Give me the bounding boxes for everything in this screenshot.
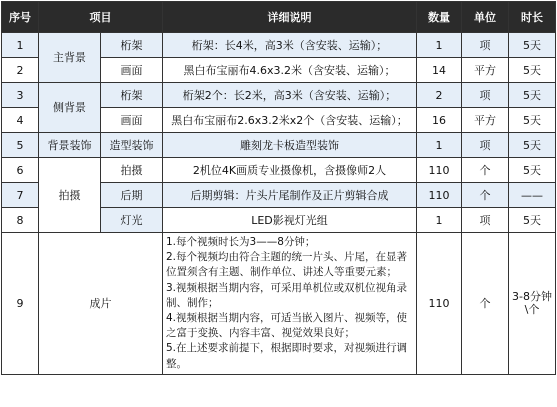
detail-line: 5.在上述要求前提下，根据即时要求，对视频进行调整。 bbox=[166, 342, 408, 370]
cell-detail: 2机位4K画质专业摄像机，含摄像师2人 bbox=[163, 158, 417, 183]
cell-no: 2 bbox=[2, 58, 39, 83]
table-row bbox=[2, 83, 556, 108]
table-row bbox=[2, 233, 556, 375]
cell-category: 拍摄 bbox=[39, 158, 101, 233]
cell-duration: —— bbox=[509, 183, 556, 208]
cell-duration: 5天 bbox=[509, 133, 556, 158]
cell-detail: 黑白布宝丽布4.6x3.2米（含安装、运输）； bbox=[163, 58, 417, 83]
cell-qty: 1 bbox=[417, 208, 462, 233]
cell-qty: 1 bbox=[417, 33, 462, 58]
cell-qty: 16 bbox=[417, 108, 462, 133]
cell-no: 7 bbox=[2, 183, 39, 208]
cell-no: 8 bbox=[2, 208, 39, 233]
cell-qty: 14 bbox=[417, 58, 462, 83]
cell-duration: 5天 bbox=[509, 108, 556, 133]
header-row bbox=[2, 2, 556, 33]
header-duration: 时长 bbox=[509, 2, 556, 33]
table-row bbox=[2, 158, 556, 183]
cell-detail: 后期剪辑：片头片尾制作及正片剪辑合成 bbox=[163, 183, 417, 208]
cell-qty: 110 bbox=[417, 233, 462, 375]
cell-detail: 桁架：长4米，高3米（含安装、运输）； bbox=[163, 33, 417, 58]
cell-sub: 灯光 bbox=[101, 208, 163, 233]
cell-duration: 5天 bbox=[509, 83, 556, 108]
cell-sub: 拍摄 bbox=[101, 158, 163, 183]
detail-line: 1.每个视频时长为3——8分钟； bbox=[166, 236, 316, 248]
cell-detail: 雕刻龙卡板造型装饰 bbox=[163, 133, 417, 158]
cell-unit: 项 bbox=[462, 133, 509, 158]
cell-duration: 5天 bbox=[509, 158, 556, 183]
cell-unit: 项 bbox=[462, 83, 509, 108]
cell-no: 5 bbox=[2, 133, 39, 158]
cell-qty: 110 bbox=[417, 183, 462, 208]
cell-unit: 个 bbox=[462, 158, 509, 183]
cell-no: 4 bbox=[2, 108, 39, 133]
cell-detail: 黑白布宝丽布2.6x3.2米x2个（含安装、运输）； bbox=[163, 108, 417, 133]
cell-category: 侧背景 bbox=[39, 83, 101, 133]
cell-no: 6 bbox=[2, 158, 39, 183]
header-detail: 详细说明 bbox=[163, 2, 417, 33]
spec-table bbox=[1, 1, 556, 375]
cell-no: 3 bbox=[2, 83, 39, 108]
cell-no: 9 bbox=[2, 233, 39, 375]
cell-unit: 个 bbox=[462, 233, 509, 375]
cell-sub: 桁架 bbox=[101, 33, 163, 58]
detail-line: 3.视频根据当期内容，可采用单机位或双机位视角录制、制作； bbox=[166, 281, 408, 309]
cell-sub: 画面 bbox=[101, 58, 163, 83]
cell-detail: LED影视灯光组 bbox=[163, 208, 417, 233]
table-row bbox=[2, 133, 556, 158]
header-no: 序号 bbox=[2, 2, 39, 33]
table-row bbox=[2, 33, 556, 58]
cell-sub: 画面 bbox=[101, 108, 163, 133]
cell-qty: 2 bbox=[417, 83, 462, 108]
cell-sub: 造型装饰 bbox=[101, 133, 163, 158]
cell-detail: 桁架2个：长2米，高3米（含安装、运输）； bbox=[163, 83, 417, 108]
cell-unit: 平方 bbox=[462, 108, 509, 133]
header-qty: 数量 bbox=[417, 2, 462, 33]
cell-sub: 桁架 bbox=[101, 83, 163, 108]
cell-category: 背景装饰 bbox=[39, 133, 101, 158]
cell-unit: 项 bbox=[462, 208, 509, 233]
header-unit: 单位 bbox=[462, 2, 509, 33]
cell-duration: 3-8分钟\个 bbox=[509, 233, 556, 375]
cell-sub: 后期 bbox=[101, 183, 163, 208]
header-item: 项目 bbox=[39, 2, 163, 33]
cell-duration: 5天 bbox=[509, 58, 556, 83]
cell-duration: 5天 bbox=[509, 33, 556, 58]
cell-category: 成片 bbox=[39, 233, 163, 375]
cell-no: 1 bbox=[2, 33, 39, 58]
cell-unit: 个 bbox=[462, 183, 509, 208]
cell-category: 主背景 bbox=[39, 33, 101, 83]
cell-duration: 5天 bbox=[509, 208, 556, 233]
cell-qty: 110 bbox=[417, 158, 462, 183]
detail-line: 4.视频根据当期内容，可适当嵌入图片、视频等，使之富于变换、内容丰富、视觉效果良好； bbox=[166, 312, 408, 340]
cell-unit: 项 bbox=[462, 33, 509, 58]
cell-detail-multiline bbox=[163, 233, 417, 375]
cell-qty: 1 bbox=[417, 133, 462, 158]
detail-line: 2.每个视频均由符合主题的统一片头、片尾，在显著位置须含有主题、制作单位、讲述人等重要元素； bbox=[166, 251, 408, 279]
cell-unit: 平方 bbox=[462, 58, 509, 83]
